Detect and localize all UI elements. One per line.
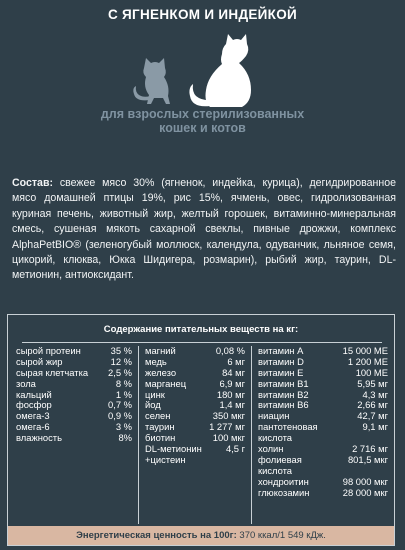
column-separator bbox=[138, 346, 139, 524]
nutrient-row bbox=[258, 488, 388, 499]
nutrient-value: 801,5 мкг bbox=[347, 453, 388, 465]
nutrient-name: кислота bbox=[258, 464, 293, 476]
energy-label: Энергетическая ценность на 100г: bbox=[76, 530, 237, 541]
large-cat-icon bbox=[206, 34, 252, 107]
nutrient-value: 0,9 % bbox=[108, 410, 132, 422]
nutrient-name: витамин А bbox=[258, 345, 304, 356]
nutrient-name: витамин D bbox=[258, 355, 304, 367]
header-subtitle-line2: кошек и котов bbox=[159, 121, 246, 135]
nutrient-value: 1 % bbox=[115, 388, 132, 400]
nutrient-name: фосфор bbox=[16, 399, 52, 411]
nutrient-name: железо bbox=[145, 366, 177, 378]
nutrient-name: омега-6 bbox=[16, 421, 50, 433]
nutrient-name: +цистеин bbox=[145, 453, 186, 465]
nutrient-name: витамин В6 bbox=[258, 399, 309, 411]
header-subtitle-line1: для взрослых стерилизованных bbox=[100, 107, 305, 121]
nutrient-value: 3 % bbox=[115, 421, 132, 433]
nutrient-name: зола bbox=[16, 377, 36, 389]
nutrient-name: магний bbox=[145, 345, 176, 356]
nutrient-value: 350 мкг bbox=[212, 410, 245, 422]
nutrient-value: 1 277 мг bbox=[209, 421, 245, 433]
nutrient-name: йод bbox=[145, 399, 161, 411]
nutrient-value: 8% bbox=[118, 432, 132, 444]
nutrient-name: биотин bbox=[145, 432, 176, 444]
nutrient-name: кислота bbox=[258, 432, 293, 444]
nutrient-value: 28 000 мкг bbox=[342, 486, 388, 498]
nutrient-name: медь bbox=[145, 355, 167, 367]
nutrition-divider bbox=[22, 342, 382, 343]
nutrient-value: 5,95 мг bbox=[357, 377, 388, 389]
nutrient-name: хондроитин bbox=[258, 475, 309, 487]
nutrient-name: сырой жир bbox=[16, 355, 63, 367]
nutrient-value: 100 МЕ bbox=[355, 366, 388, 378]
nutrient-value: 2,66 мг bbox=[357, 399, 388, 411]
nutrient-name: витамин В1 bbox=[258, 377, 309, 389]
nutrient-name: цинк bbox=[145, 388, 165, 400]
composition-body: свежее мясо 30% (ягненок, индейка, курица), дегидрированное мясо домашней птицы 19%, рис 15%, ячмень, овес, гидролизованная куриная печень, животный жир, желтый горошек, витаминно-минеральная смесь, сушеная мякоть сахарной свеклы, пивные дрожжи, комплекс AlphaPetBIO® (зеленогубый моллюск, календула, одуванчик, льняное семя, цикорий, клюква, Юкка Шидигера, розмарин), рыбий жир, таурин, DL-метионин, антиоксидант. bbox=[12, 177, 396, 282]
energy-value: 370 ккал/1 549 кДж. bbox=[236, 530, 326, 541]
nutrient-row bbox=[145, 379, 245, 390]
nutrient-row bbox=[145, 455, 245, 466]
nutrient-name: кальций bbox=[16, 388, 52, 400]
composition-label: Состав: bbox=[12, 177, 53, 189]
nutrient-value: 15 000 МЕ bbox=[342, 345, 388, 356]
nutrient-row bbox=[16, 433, 132, 444]
nutrient-name: селен bbox=[145, 410, 171, 422]
nutrient-value: 12 % bbox=[110, 355, 132, 367]
nutrient-name: ниацин bbox=[258, 410, 290, 422]
nutrient-name: омега-3 bbox=[16, 410, 50, 422]
nutrient-value: 2 716 мг bbox=[352, 443, 388, 455]
header-subtitle bbox=[0, 107, 405, 135]
header bbox=[0, 0, 405, 160]
nutrient-name: фолиевая bbox=[258, 453, 302, 465]
nutrient-name: сырой протеин bbox=[16, 345, 81, 356]
nutrient-name: сырая клетчатка bbox=[16, 366, 89, 378]
nutrient-name: холин bbox=[258, 443, 284, 455]
nutrition-panel bbox=[7, 314, 395, 546]
nutrient-value: 180 мг bbox=[216, 388, 245, 400]
nutrient-value: 2,5 % bbox=[108, 366, 132, 378]
nutrient-value: 4,5 г bbox=[225, 443, 245, 455]
nutrient-value: 4,3 мг bbox=[362, 388, 388, 400]
nutrition-column-minerals bbox=[145, 346, 245, 466]
energy-value-bar bbox=[8, 526, 394, 545]
nutrition-column-vitamins bbox=[258, 346, 388, 498]
nutrient-value: 0,08 % bbox=[215, 345, 245, 356]
nutrient-name: глюкозамин bbox=[258, 486, 310, 498]
nutrient-name: витамин В2 bbox=[258, 388, 309, 400]
nutrient-value: 6,9 мг bbox=[219, 377, 245, 389]
nutrient-value: 35 % bbox=[110, 345, 132, 356]
cats-illustration bbox=[130, 32, 280, 108]
nutrient-value: 6 мг bbox=[227, 355, 245, 367]
nutrient-value: 9,1 мг bbox=[362, 421, 388, 433]
nutrient-row bbox=[258, 477, 388, 488]
nutrition-column-macros bbox=[16, 346, 132, 444]
nutrient-name: витамин Е bbox=[258, 366, 304, 378]
nutrient-name: влажность bbox=[16, 432, 62, 444]
composition-text bbox=[12, 176, 396, 284]
header-title: С ЯГНЕНКОМ И ИНДЕЙКОЙ bbox=[107, 7, 298, 22]
nutrient-name: пантотеновая bbox=[258, 421, 318, 433]
nutrient-row bbox=[258, 379, 388, 390]
nutrient-name: марганец bbox=[145, 377, 187, 389]
nutrient-value: 1,4 мг bbox=[219, 399, 245, 411]
nutrition-title: Содержание питательных веществ на кг: bbox=[103, 324, 299, 335]
nutrient-row bbox=[16, 379, 132, 390]
column-separator bbox=[251, 346, 252, 524]
nutrient-value: 100 мкг bbox=[212, 432, 245, 444]
nutrient-value: 98 000 мкг bbox=[342, 475, 388, 487]
nutrient-name: DL-метионин bbox=[145, 443, 202, 455]
nutrient-name: таурин bbox=[145, 421, 175, 433]
nutrient-value: 8 % bbox=[115, 377, 132, 389]
nutrient-value: 0,7 % bbox=[108, 399, 132, 411]
nutrient-value: 1 200 МЕ bbox=[347, 355, 388, 367]
nutrient-value: 42,7 мг bbox=[357, 410, 388, 422]
nutrient-value: 84 мг bbox=[222, 366, 245, 378]
